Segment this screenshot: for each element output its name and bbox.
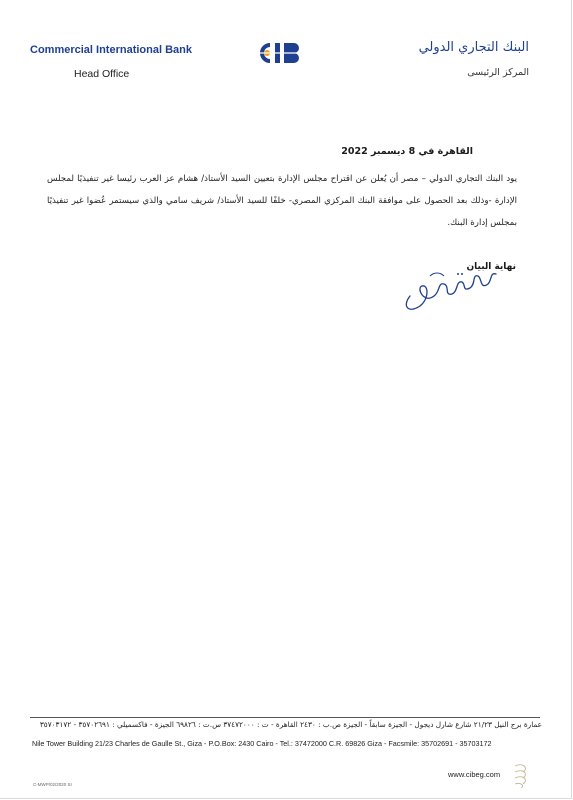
head-office-english: Head Office: [74, 68, 130, 80]
footer-address-english: Nile Tower Building 21/23 Charles de Gaulle St., Giza - P.O.Box: 2430 Cairo - Tel.: 37472000 C.R. 69826 Giza - Facsmile: 35702691 - 35703172: [32, 739, 492, 748]
form-code: C-MWP/02/2020 SI: [33, 782, 72, 787]
cib-logo: [258, 40, 310, 66]
bank-name-english: Commercial International Bank: [30, 44, 192, 56]
letter-date: القاهرة في 8 ديسمبر 2022: [341, 146, 473, 157]
handwritten-signature: [400, 266, 500, 316]
website-link[interactable]: www.cibeg.com: [448, 770, 501, 779]
letter-body: يود البنك التجاري الدولي – مصر أن يُعلن عن اقتراح مجلس الإدارة بتعيين السيد الأستاذ/ هشام عز العرب رئيسا غير تنفيذيًا لمجلس الإدارة -وذلك بعد الحصول على موافقة البنك المركزي المصري- خلفًا للسيد الأستاذ/ شريف سامي والذي سيستمر عُضوا غير تنفيذيًا بمجلس إدارة البنك.: [47, 174, 517, 228]
footer-divider: [30, 717, 540, 718]
bank-name-arabic: البنك التجاري الدولي: [418, 40, 529, 55]
decorative-emblem-icon: [511, 762, 531, 788]
head-office-arabic: المركز الرئيسى: [467, 67, 529, 78]
footer-address-arabic: عمارة برج النيل ٢١/٢٣ شارع شارل ديجول - الجيزة سابقاً - الجيزة ص.ب : ٢٤٣٠ القاهرة - ت : ٣٧٤٧٢٠٠٠ س.ت : ٦٩٨٢٦ الجيزة - فاكسميلي : ٣٥٧٠٢٦٩١ - ٣٥٧٠٣١٧٢: [39, 720, 542, 729]
letter-closing: نهاية البيان: [466, 262, 516, 272]
